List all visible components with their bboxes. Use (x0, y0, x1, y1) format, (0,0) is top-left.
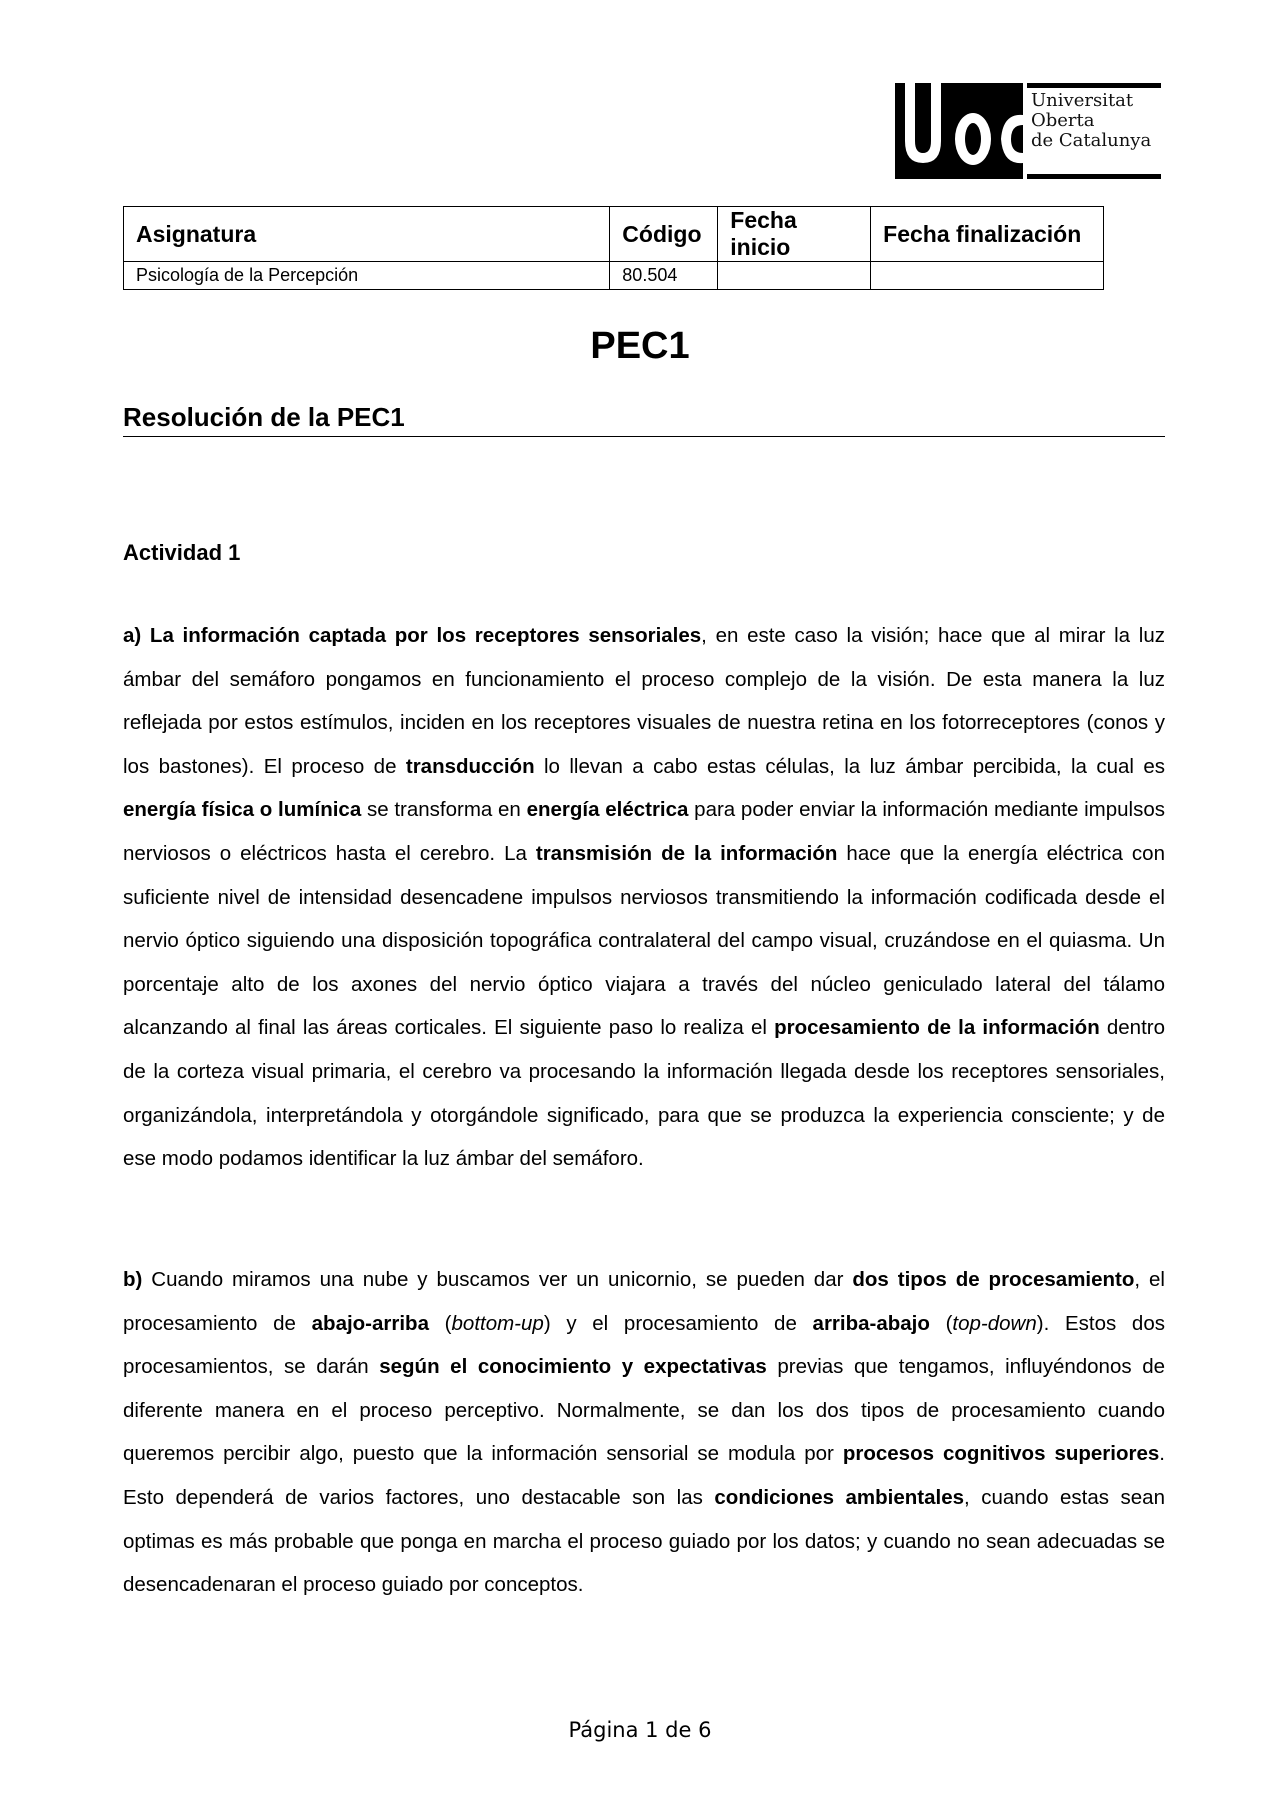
text-run: ) y el procesamiento de (543, 1311, 813, 1335)
bold-run: a) La información captada por los receptores sensoriales (123, 624, 702, 647)
course-table-header: Fecha finalización (871, 207, 1104, 262)
text-run: hace que la energía eléctrica con suficiente nivel de intensidad desencadene impulsos nerviosos transmitiendo la información codificada desde el nervio óptico siguiendo una disposición topográfica contralateral del campo visual, cruzándose en el quiasma. Un porcentaje alto de los axones del nervio óptico viajara a través del núcleo geniculado lateral del tálamo alcanzando al final las áreas corticales. El siguiente paso lo realiza el (123, 841, 1165, 1040)
text-run: , cuando estas sean optimas es más probable que ponga en marcha el proceso guiado por los datos; y cuando no sean adecuadas se desencadenaran el proceso guiado por conceptos. (123, 1485, 1165, 1597)
uoc-logo-mark (895, 83, 1023, 179)
logo-line-3: de Catalunya (1031, 130, 1152, 151)
text-run: . Esto dependerá de varios factores, uno destacable son las (123, 1442, 1165, 1509)
text-run: previas que tengamos, influyéndonos de diferente manera en el proceso perceptivo. Normalmente, se dan los dos tipos de procesamiento cuando queremos percibir algo, puesto que la información sensorial se modula por (123, 1355, 1165, 1466)
text-run: ( (929, 1311, 953, 1335)
course-table-cell (718, 262, 871, 290)
logo-line-1: Universitat (1031, 90, 1134, 111)
course-info-table (123, 206, 1104, 290)
text-run: Cuando miramos una nube y buscamos ver un unicornio, se pueden dar (142, 1268, 853, 1291)
answer-paragraph-b (123, 1258, 1165, 1607)
answer-paragraph-a (123, 614, 1165, 1181)
activity-heading: Actividad 1 (123, 540, 241, 565)
text-run: dentro de la corteza visual primaria, el cerebro va procesando la información llegada desde los receptores sensoriales, organizándola, interpretándola y otorgándole significado, para que se produzca la experiencia consciente; y de ese modo podamos identificar la luz ámbar del semáforo. (123, 1016, 1165, 1171)
bold-run: transducción (405, 754, 535, 778)
bold-run: b) (123, 1268, 143, 1291)
bold-run: arriba-abajo (812, 1311, 930, 1335)
page-number-footer: Página 1 de 6 (568, 1718, 712, 1742)
text-run: , en este caso la visión; hace que al mirar la luz ámbar del semáforo pongamos en funcionamiento el proceso complejo de la visión. De esta manera la luz reflejada por estos estímulos, inciden en los receptores visuales de nuestra retina en los fotorreceptores (conos y los bastones). El proceso de (123, 624, 1165, 778)
course-table-header-row (124, 207, 1104, 262)
bold-run: procesos cognitivos superiores (842, 1442, 1160, 1466)
text-run: ( (429, 1311, 452, 1335)
course-table-row (124, 262, 1104, 290)
italic-run: top-down (952, 1311, 1037, 1335)
section-heading: Resolución de la PEC1 (123, 402, 1165, 437)
bold-run: energía eléctrica (526, 798, 689, 822)
bold-run: según el conocimiento y expectativas (379, 1355, 767, 1379)
document-title: PEC1 (590, 325, 690, 367)
course-table-cell (871, 262, 1104, 290)
uoc-logo (895, 83, 1161, 179)
logo-text (1031, 91, 1151, 151)
text-run: , el procesamiento de (123, 1268, 1165, 1335)
course-table-cell: Psicología de la Percepción (124, 262, 610, 290)
text-run: para poder enviar la información mediante impulsos nerviosos o eléctricos hasta el cerebro. La (123, 798, 1165, 865)
bold-run: procesamiento de la información (774, 1016, 1100, 1040)
course-table-header: Código (610, 207, 718, 262)
italic-run: bottom-up (451, 1311, 544, 1335)
bold-run: energía física o lumínica (123, 798, 362, 822)
bold-run: transmisión de la información (535, 841, 838, 865)
bold-run: abajo-arriba (311, 1311, 429, 1335)
text-run: ). Estos dos procesamientos, se darán (123, 1311, 1165, 1379)
bold-run: condiciones ambientales (714, 1485, 965, 1509)
text-run: lo llevan a cabo estas células, la luz ámbar percibida, la cual es (534, 754, 1165, 778)
logo-rule-top (1027, 83, 1161, 88)
course-table-header: Fecha inicio (718, 207, 871, 262)
course-table-cell: 80.504 (610, 262, 718, 290)
bold-run: dos tipos de procesamiento (852, 1268, 1135, 1291)
logo-line-2: Oberta (1031, 110, 1095, 131)
logo-rule-bottom (1027, 174, 1161, 179)
text-run: se transforma en (361, 798, 527, 822)
course-table-header: Asignatura (124, 207, 610, 262)
